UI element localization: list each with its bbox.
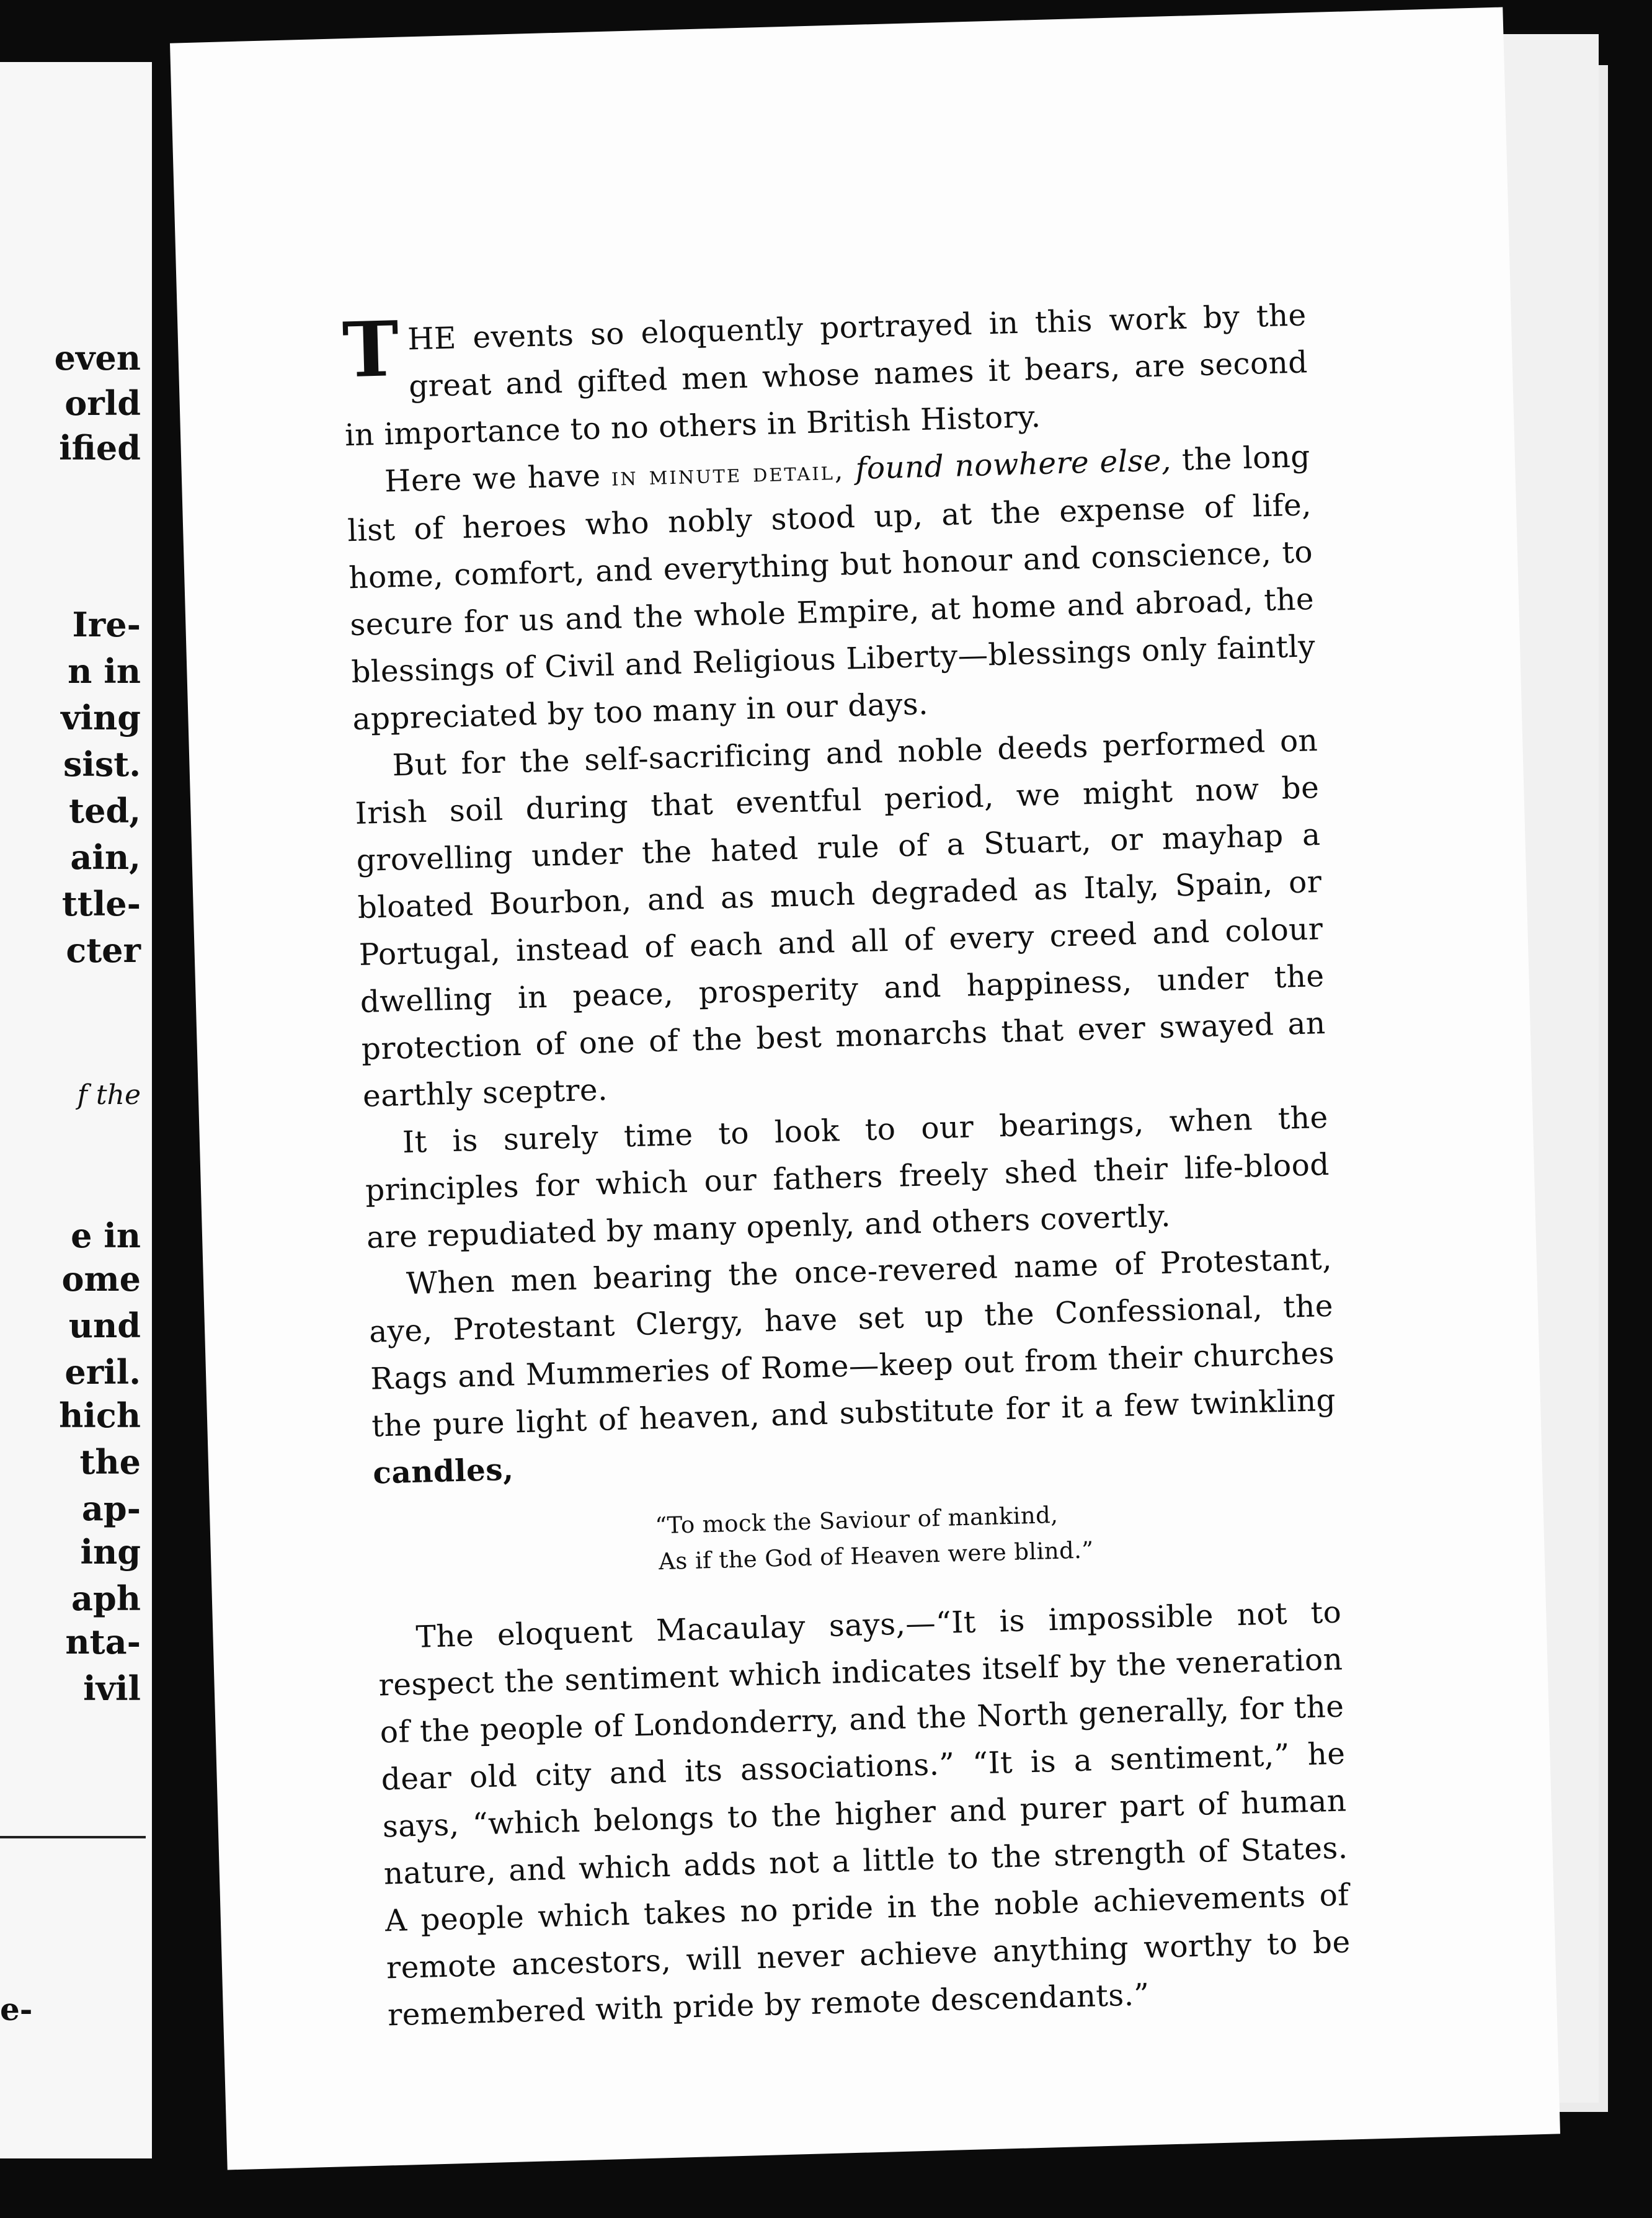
bold-text: candles, — [372, 1451, 514, 1491]
left-page-text: n in — [68, 651, 141, 691]
left-page-text: hich — [59, 1396, 141, 1435]
paragraph-text: When men bearing the once-revered name of Protestant, aye, Protestant Clergy, have set up the Confessional, the Rags and Mummeries of Rome—keep out from their churches the pure light of heaven, and substitute for it a few twinkling — [368, 1241, 1336, 1444]
drop-cap: T — [341, 303, 401, 395]
left-page-text: eril. — [64, 1352, 141, 1392]
left-page-text: ing — [80, 1532, 141, 1572]
left-page-text: even — [54, 338, 141, 378]
poem-line: As if the God of Heaven were blind.” — [658, 1536, 1095, 1575]
paragraph: The eloquent Macaulay says,—“It is impossible not to respect the sentiment which indicates itself by the veneration of the people of Londonderry, and the North generally, for the dear old city and its associations.” “It is a sentiment,” he says, “which belongs to the higher and purer part of human nature, and which adds not a little to the strength of States. A people which takes no pride in the noble achievements of remote ancestors, will never achieve anything worthy to be remembered with pride by remote descendants.” — [378, 1595, 1351, 2033]
paragraph — [342, 292, 1310, 459]
left-page-text: cter — [66, 930, 141, 970]
paragraph: It is surely time to look to our bearings, when the principles for which our fathers freely shed their life-blood are repudiated by many openly, and others covertly. — [365, 1100, 1330, 1255]
paragraph-text: the long list of heroes who nobly stood up, at the expense of life, home, comfort, and everything but honour and conscience, to secure for us and the whole Empire, at home and abroad, the blessings of Civil and Religious Liberty—blessings only faintly appreciated by too many in our days. — [347, 439, 1316, 737]
left-page-text: und — [68, 1306, 141, 1345]
poem-quote — [374, 1490, 1340, 1588]
left-page-text: ap- — [81, 1489, 141, 1528]
left-page-text: e- — [0, 1991, 33, 2028]
left-page-text: sist. — [63, 744, 141, 784]
left-page-text: ttle- — [61, 884, 141, 924]
left-page-text: ted, — [69, 791, 141, 831]
left-page-text: ified — [59, 428, 141, 468]
paragraph: But for the self-sacrificing and noble deeds performed on Irish soil during that eventful period, we might now be grovelling under the hated rule of a Stuart, or mayhap a bloated Bourbon, and as much degraded as Italy, Spain, or Portugal, instead of each and all of every creed and colour dwelling in peace, prosperity and happiness, under the protection of one of the best monarchs that ever swayed an earthly sceptre. — [354, 723, 1326, 1114]
left-page-text: Ire- — [72, 605, 141, 644]
paragraph — [345, 433, 1317, 743]
left-page-text: aph — [71, 1579, 141, 1618]
left-page-text: ving — [61, 698, 141, 737]
left-page-text: ain, — [70, 837, 141, 877]
small-caps-text: in minute detail, — [611, 455, 845, 492]
horizontal-rule — [0, 1836, 146, 1838]
poem-line: “To mock the Saviour of mankind, — [654, 1501, 1059, 1539]
italic-text: found nowhere else, — [855, 443, 1172, 487]
paragraph — [367, 1236, 1338, 1497]
left-page-text: f the — [77, 1079, 141, 1111]
left-facing-page — [0, 62, 152, 2158]
paragraph-text: HE events so eloquently portrayed in this work by the great and gifted men whose names it bears, are second in importance to no others in British History. — [344, 298, 1308, 453]
left-page-text: e in — [71, 1216, 141, 1255]
page-body — [342, 292, 1352, 2039]
left-page-text: nta- — [65, 1622, 141, 1662]
left-page-text: ivil — [83, 1668, 141, 1708]
left-page-text: orld — [64, 383, 141, 423]
left-page-text: ome — [61, 1259, 141, 1299]
book-page — [170, 7, 1560, 2170]
left-page-text: the — [79, 1442, 141, 1482]
paragraph-text: Here we have — [384, 458, 612, 499]
